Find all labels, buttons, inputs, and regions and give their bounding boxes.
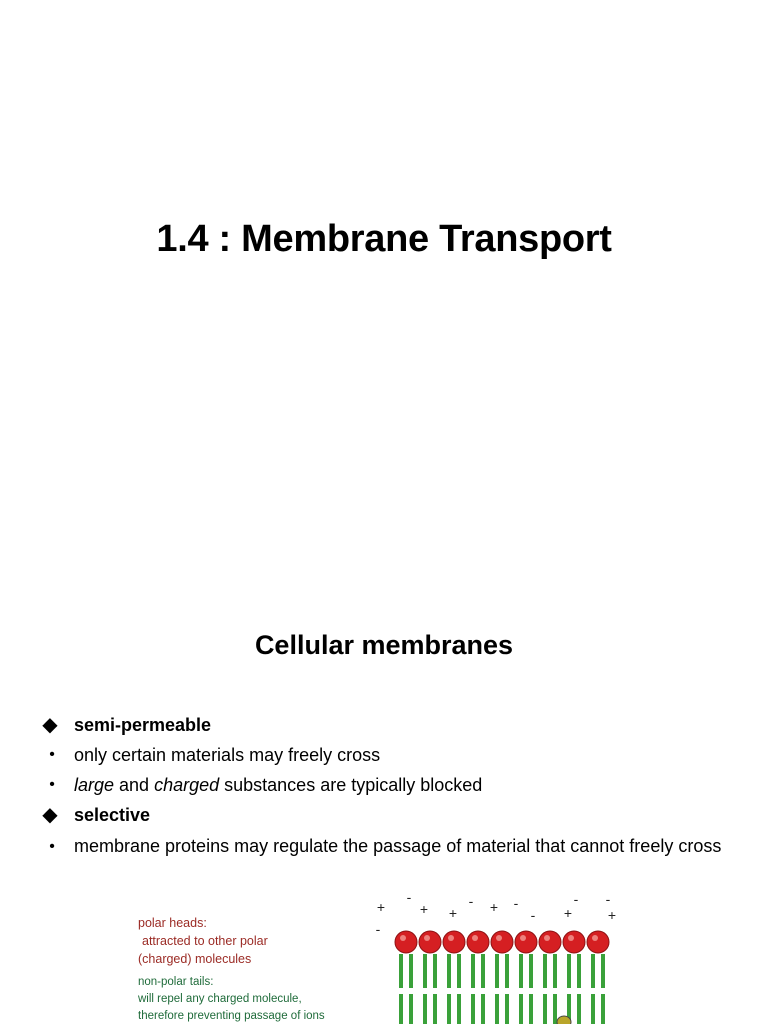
lipid-tail: [423, 954, 427, 988]
sub-bullet: [38, 834, 748, 859]
lipid-tail: [591, 994, 595, 1024]
diagram-legend: [138, 914, 368, 1025]
lipid-tail: [553, 954, 557, 988]
lipid-head: [395, 931, 417, 953]
lipid-tail: [399, 954, 403, 988]
lipid-tail: [577, 994, 581, 1024]
sub-bullet: [38, 774, 748, 796]
lipid-head-highlight: [592, 935, 598, 941]
lipid-tail: [553, 994, 557, 1024]
bullet-text: selective: [74, 805, 151, 825]
emphasis-large: large: [74, 775, 115, 795]
bullet-text: semi-permeable: [74, 715, 212, 735]
dot-bullet-icon: •: [49, 776, 55, 793]
lipid-head: [515, 931, 537, 953]
dot-bullet-icon: •: [49, 838, 55, 855]
lipid-tail: [423, 994, 427, 1024]
lipid-tail: [409, 994, 413, 1024]
sub-bullet-text: and: [114, 775, 155, 795]
plus-charge-symbol: +: [607, 907, 617, 923]
lipid-tail: [505, 954, 509, 988]
dot-bullet-icon: •: [49, 746, 55, 763]
lipid-head: [467, 931, 489, 953]
lipid-tail: [601, 954, 605, 988]
lipid-head: [491, 931, 513, 953]
lipid-tail: [447, 954, 451, 988]
plus-charge-symbol: +: [419, 901, 429, 917]
molecule-icon: [557, 1016, 571, 1024]
minus-charge-symbol: -: [468, 896, 474, 909]
lipid-tail: [519, 954, 523, 988]
lipid-head-highlight: [496, 935, 502, 941]
lipid-tail: [447, 994, 451, 1024]
minus-charge-symbol: -: [530, 907, 536, 923]
slide-heading: Cellular membranes: [254, 630, 514, 660]
lipid-head-highlight: [400, 935, 406, 941]
lipid-tail: [457, 994, 461, 1024]
slide-title: 1.4 : Membrane Transport: [156, 218, 612, 260]
sub-bullet-text: substances are typically blocked: [219, 775, 483, 795]
bullet-selective: [38, 804, 748, 826]
sub-bullet-text: membrane proteins may regulate the passage of material that cannot freely cross: [74, 836, 722, 856]
lipid-head-highlight: [544, 935, 550, 941]
lipid-tail: [567, 954, 571, 988]
lipid-tail: [519, 994, 523, 1024]
lipid-head: [563, 931, 585, 953]
lipid-head: [443, 931, 465, 953]
lipid-head: [419, 931, 441, 953]
minus-charge-symbol: -: [513, 896, 519, 911]
lipid-tail: [481, 994, 485, 1024]
lipid-tail: [399, 994, 403, 1024]
phospholipid-bilayer-diagram: [368, 896, 628, 1024]
lipid-tail: [409, 954, 413, 988]
lipid-tail: [505, 994, 509, 1024]
lipid-head: [539, 931, 561, 953]
bullet-list: [38, 714, 748, 867]
lipid-tail: [481, 954, 485, 988]
lipid-tail: [591, 954, 595, 988]
lipid-tail: [529, 994, 533, 1024]
minus-charge-symbol: -: [406, 896, 412, 905]
emphasis-charged: charged: [154, 775, 220, 795]
diamond-bullet-icon: ◆: [42, 804, 58, 826]
plus-charge-symbol: +: [563, 905, 573, 921]
plus-charge-symbol: +: [376, 899, 386, 915]
non-polar-tails-label: non-polar tails: will repel any charged molecule, therefore preventing passage of ions: [138, 976, 325, 1022]
lipid-tail: [543, 954, 547, 988]
plus-charge-symbol: +: [448, 905, 458, 921]
sub-bullet: [38, 744, 748, 766]
lipid-tail: [433, 994, 437, 1024]
lipid-tail: [495, 954, 499, 988]
lipid-tail: [529, 954, 533, 988]
lipid-head-highlight: [448, 935, 454, 941]
lipid-tail: [471, 954, 475, 988]
lipid-tail: [457, 954, 461, 988]
lipid-tail: [495, 994, 499, 1024]
lipid-tail: [433, 954, 437, 988]
lipid-head: [587, 931, 609, 953]
lipid-head-highlight: [520, 935, 526, 941]
lipid-head-highlight: [568, 935, 574, 941]
lipid-head-highlight: [424, 935, 430, 941]
lipid-head-highlight: [472, 935, 478, 941]
diamond-bullet-icon: ◆: [42, 714, 58, 736]
plus-charge-symbol: +: [489, 899, 499, 915]
minus-charge-symbol: -: [605, 896, 611, 907]
polar-heads-label: polar heads: attracted to other polar (charged) molecules: [138, 916, 268, 966]
content-slide: [0, 576, 768, 1024]
lipid-tail: [577, 954, 581, 988]
sub-bullet-text: only certain materials may freely cross: [74, 745, 381, 765]
lipid-tail: [601, 994, 605, 1024]
minus-charge-symbol: -: [573, 896, 579, 907]
minus-charge-symbol: -: [375, 921, 381, 937]
lipid-tail: [471, 994, 475, 1024]
bullet-semi-permeable: [38, 714, 748, 736]
lipid-tail: [543, 994, 547, 1024]
